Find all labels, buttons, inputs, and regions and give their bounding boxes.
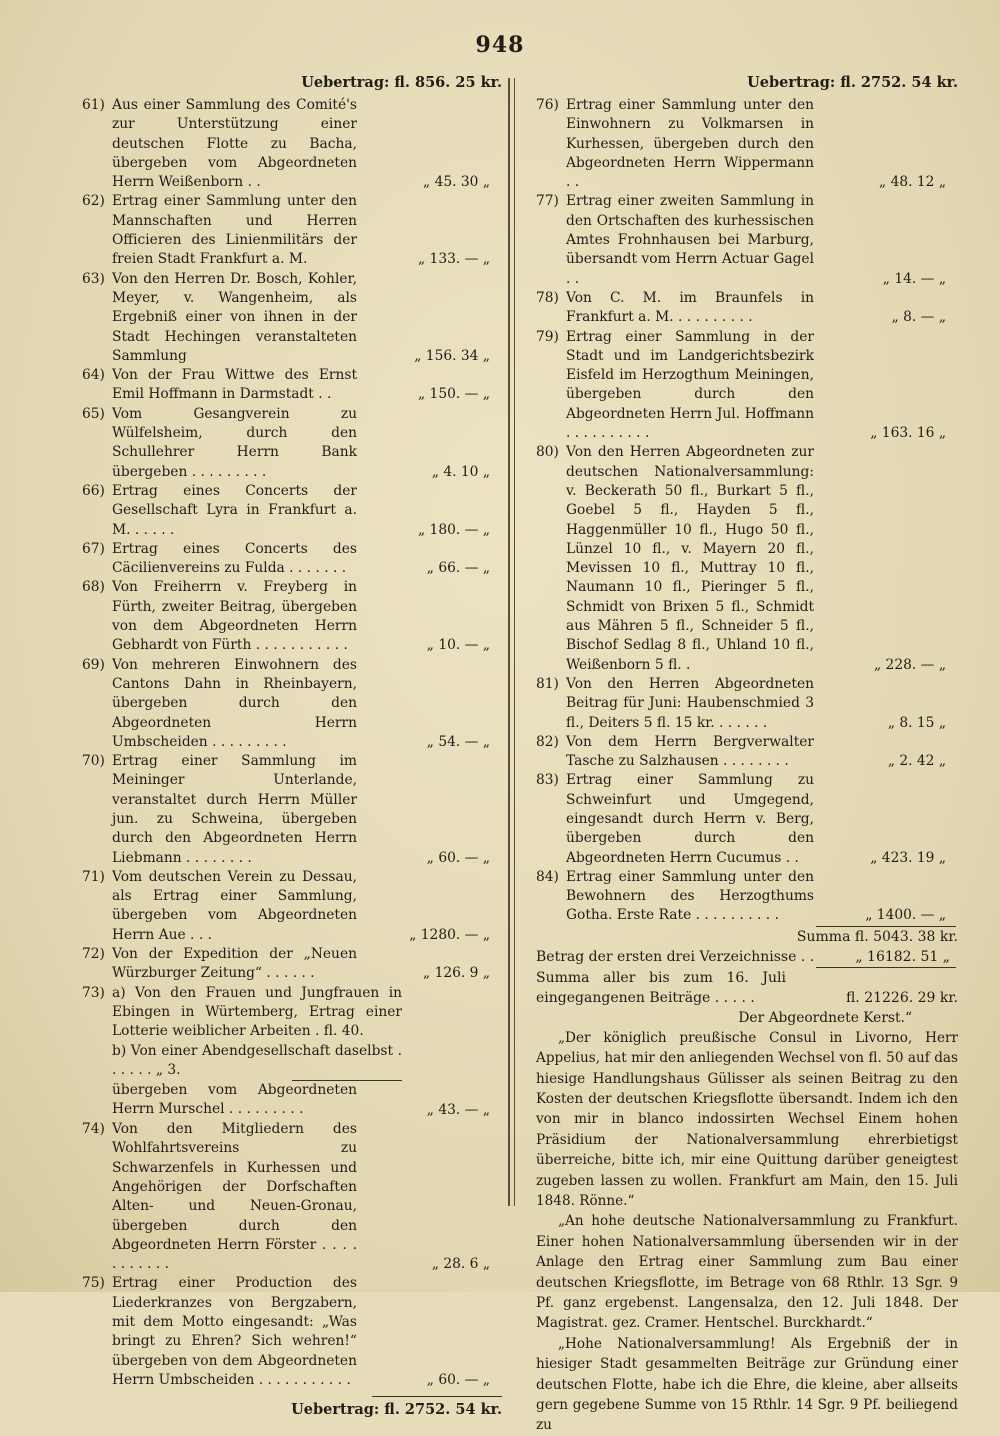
carry-rule [372, 1396, 502, 1397]
entry-number: 84) [536, 868, 559, 885]
entry-73-b: b) Von einer Abendgesellschaft daselbst . . . . . . „ 3. [112, 1042, 402, 1078]
grand-total-line [536, 968, 958, 1008]
entry-number: 74) [82, 1121, 105, 1138]
ledger-entry [82, 270, 502, 366]
entry-number: 73) [82, 984, 105, 1001]
entry-text: Ertrag einer Sammlung unter den Einwohnern zu Volkmarsen in Kurhessen, übergeben durch den Abgeordneten Herrn Wippermann . . [566, 97, 814, 191]
entry-amount: „ 14. — „ [882, 270, 946, 287]
carry-in-right: Uebertrag: fl. 2752. 54 kr. [747, 74, 958, 91]
letters [536, 1028, 958, 1436]
entry-number: 63) [82, 270, 105, 287]
ledger-entry [536, 192, 958, 288]
entry-amount: „ 150. — „ [418, 386, 490, 403]
right-column [536, 74, 958, 1436]
entry-text: Ertrag einer Sammlung zu Schweinfurt und Umgegend, eingesandt durch Herrn v. Berg, übergeben durch den Abgeordneten Herrn Cucumus . . [566, 772, 814, 866]
entry-text: Ertrag einer Sammlung unter den Bewohnern des Herzogthums Gotha. Erste Rate . . . . . . . . . . [566, 868, 814, 924]
letter-paragraph: „Hohe Nationalversammlung! Als Ergebniß der in hiesiger Stadt gesammelten Beiträge zur Gründung einer deutschen Flotte, habe ich die Ehre, die kleine, aber allseits gern gegebene Summe von 15 Rthlr. 14 Sgr. 9 Pf. beiliegend zu [536, 1335, 958, 1434]
entry-text: Von der Expedition der „Neuen Würzburger Zeitung“ . . . . . . [112, 946, 357, 982]
entry-amount: „ 66. — „ [426, 560, 490, 577]
ledger-entry [536, 771, 958, 867]
column-divider [508, 78, 510, 1206]
entry-73 [82, 984, 502, 1120]
entry-text: Ertrag eines Concerts der Gesellschaft Lyra in Frankfurt a. M. . . . . . [112, 482, 357, 538]
entry-number: 65) [82, 405, 105, 422]
letter-paragraph: „An hohe deutsche Nationalversammlung zu Frankfurt. Einer hohen Nationalversammlung übersenden wir in der Anlage den Ertrag einer Sammlung zum Bau einer deutschen Kriegsflotte, im Betrage von 68 Rthlr. 13 Sgr. 9 Pf. ganz ergebenst. Langensalza, den 12. Juli 1848. Der Magistrat. gez. Cramer. Hentschel. Burckhardt.“ [536, 1213, 958, 1332]
entry-text: Aus einer Sammlung des Comité's zur Unterstützung einer deutschen Flotte zu Bacha, übergeben vom Abgeordneten Herrn Weißenborn . . [112, 97, 357, 191]
entry-amount: „ 60. — „ [426, 1371, 490, 1388]
entry-amount: „ 60. — „ [426, 849, 490, 866]
entry-amount: „ 133. — „ [418, 251, 490, 268]
ledger-entry [82, 192, 502, 269]
entry-text: Von Freiherrn v. Freyberg in Fürth, zweiter Beitrag, übergeben von dem Abgeordneten Herrn Gebhardt von Fürth . . . . . . . . . . . [112, 579, 357, 654]
entry-text: Ertrag einer Sammlung unter den Mannschaften und Herren Officieren des Linienmilitärs der freien Stadt Frankfurt a. M. [112, 193, 357, 268]
entry-text: Ertrag eines Concerts des Cäcilienvereins zu Fulda . . . . . . . [112, 540, 357, 577]
grand-total-label: Summa aller bis zum 16. Juli eingegangenen Beiträge . . . . . [536, 969, 786, 1006]
entry-text: Von mehreren Einwohnern des Cantons Dahn in Rheinbayern, übergeben durch den Abgeordneten Herrn Umbscheiden . . . . . . . . . [112, 656, 357, 750]
entry-amount: „ 10. — „ [426, 637, 490, 654]
entry-amount: „ 4. 10 „ [431, 463, 490, 480]
entry-number: 82) [536, 733, 559, 750]
entry-number: 78) [536, 289, 559, 306]
entry-number: 68) [82, 579, 105, 596]
ledger-entry [536, 443, 958, 675]
ledger-entry [82, 366, 502, 405]
entry-amount: „ 1280. — „ [409, 926, 490, 943]
entry-number: 62) [82, 193, 105, 210]
ledger-entry [82, 482, 502, 540]
entry-number: 77) [536, 193, 559, 210]
entry-amount: „ 28. 6 „ [431, 1256, 490, 1273]
entry-number: 70) [82, 753, 105, 770]
column-divider-secondary [514, 78, 515, 1206]
entry-number: 72) [82, 946, 105, 963]
entry-number: 71) [82, 868, 105, 885]
ledger-entry [536, 675, 958, 733]
entry-amount: „ 228. — „ [874, 656, 946, 673]
entry-amount: „ 8. — „ [891, 309, 946, 326]
entry-number: 69) [82, 656, 105, 673]
ledger-entry [536, 733, 958, 772]
ledger-entry [536, 868, 958, 926]
ledger-entry [82, 405, 502, 482]
ledger-entry [82, 752, 502, 868]
entry-text: Ertrag einer zweiten Sammlung in den Ortschaften des kurhessischen Amtes Frohnhausen bei Marburg, übersandt vom Herrn Actuar Gagel . . [566, 193, 814, 287]
page-number: 948 [475, 32, 525, 58]
entry-text: Ertrag einer Sammlung im Meininger Unterlande, veranstaltet durch Herrn Müller jun. zu Schweina, übergeben durch den Abgeordneten Herrn Liebmann . . . . . . . . [112, 753, 357, 866]
letter-paragraph: „Der königlich preußische Consul in Livorno, Herr Appelius, hat mir den anliegenden Wechsel von fl. 50 auf das hiesige Handlungshaus Gülisser als seinen Beitrag zu den Kosten der deutschen Kriegsflotte übersandt. Indem ich den von mir in blanco indossirten Wechsel Einem hohen Präsidium der Nationalversammlung ehrerbietigst überreiche, bitte ich, mir eine Quittung darüber geneigtest zugeben lassen zu wollen. Frankfurt am Main, den 15. Juli 1848. Rönne.“ [536, 1029, 958, 1210]
entry-text: Von den Mitgliedern des Wohlfahrtsvereins zu Schwarzenfels in Kurhessen und Angehörigen der Dorfschaften Alten- und Neuen-Gronau, übergeben durch den Abgeordneten Herrn Förster . . . . . . . . . . . [112, 1121, 357, 1273]
entry-text: Von C. M. im Braunfels in Frankfurt a. M. . . . . . . . . . [566, 289, 814, 326]
entry-number: 67) [82, 540, 105, 557]
entry-amount: „ 126. 9 „ [423, 965, 490, 982]
ledger-entry [82, 96, 502, 192]
ledger-entry [82, 540, 502, 579]
ledger-entry [82, 656, 502, 752]
ledger-entry [82, 1120, 502, 1274]
previous-lists-label: Betrag der ersten drei Verzeichnisse . . [536, 948, 815, 965]
entry-amount: „ 1400. — „ [865, 907, 946, 924]
ledger-entry [536, 328, 958, 444]
entry-amount: „ 180. — „ [418, 521, 490, 538]
left-entries-continued [82, 1120, 502, 1390]
entry-text: Von der Frau Wittwe des Ernst Emil Hoffmann in Darmstadt . . [112, 367, 357, 403]
entry-73-a: a) Von den Frauen und Jungfrauen in Ebingen in Würtemberg, Ertrag einer Lotterie weiblicher Arbeiten . fl. 40. [112, 984, 402, 1040]
left-entries [82, 96, 502, 984]
entry-number: 80) [536, 444, 559, 461]
entry-text: Ertrag einer Production des Liederkranzes von Bergzabern, mit dem Motto eingesandt: „Was bringt zu Ehren? Sich wehren!“ übergeben von dem Abgeordneten Herrn Umbscheiden . . . . . . . . . . . [112, 1275, 357, 1388]
entry-amount: „ 163. 16 „ [870, 425, 946, 442]
previous-lists-line [536, 947, 958, 967]
entry-number: 66) [82, 482, 105, 499]
previous-lists-amount: „ 16182. 51 „ [855, 948, 950, 965]
entry-73-text: übergeben vom Abgeordneten Herrn Murschel . . . . . . . . . [112, 1082, 357, 1118]
entry-amount: „ 423. 19 „ [870, 849, 946, 866]
entry-amount: „ 54. — „ [426, 733, 490, 750]
entry-amount: „ 8. 15 „ [887, 714, 946, 731]
entry-text: Vom deutschen Verein zu Dessau, als Ertrag einer Sammlung, übergeben vom Abgeordneten Herrn Aue . . . [112, 868, 357, 943]
entry-text: Von den Herren Abgeordneten Beitrag für Juni: Haubenschmied 3 fl., Deiters 5 fl. 15 kr. . . . . . . [566, 675, 814, 731]
ledger-entry [82, 945, 502, 984]
entry-number: 61) [82, 97, 105, 113]
entry-amount: „ 156. 34 „ [414, 347, 490, 364]
entry-text: Von dem Herrn Bergverwalter Tasche zu Salzhausen . . . . . . . . [566, 733, 814, 770]
entry-amount: „ 45. 30 „ [423, 174, 490, 191]
ledger-entry [536, 289, 958, 328]
entry-number: 79) [536, 328, 559, 345]
entry-amount: „ 48. 12 „ [879, 174, 946, 191]
ledger-entry [82, 578, 502, 655]
entry-number: 83) [536, 772, 559, 789]
signature-kerst: Der Abgeordnete Kerst.“ [738, 1009, 912, 1026]
entry-73-amount: „ 43. — „ [426, 1101, 490, 1118]
left-column [82, 74, 502, 1423]
entry-text: Von den Herren Dr. Bosch, Kohler, Meyer, v. Wangenheim, als Ergebniß einer von ihnen in der Stadt Hechingen veranstalteten Sammlung [112, 270, 357, 364]
ledger-entry [82, 868, 502, 945]
entry-amount: „ 2. 42 „ [887, 753, 946, 770]
carry-in-left: Uebertrag: fl. 856. 25 kr. [301, 74, 502, 91]
entry-text: Ertrag einer Sammlung in der Stadt und im Landgerichtsbezirk Eisfeld im Herzogthum Meiningen, übergeben durch den Abgeordneten Herrn Jul. Hoffmann . . . . . . . . . . [566, 328, 814, 442]
entry-number: 64) [82, 367, 105, 384]
summa-line: Summa fl. 5043. 38 kr. [796, 928, 958, 945]
entry-number: 75) [82, 1275, 105, 1292]
entry-number: 76) [536, 97, 559, 113]
ledger-entry [536, 96, 958, 192]
carry-out-left: Uebertrag: fl. 2752. 54 kr. [291, 1401, 502, 1419]
entry-number: 81) [536, 675, 559, 692]
entry-text: Von den Herren Abgeordneten zur deutschen Nationalversammlung: v. Beckerath 50 fl., Burkart 5 fl., Goebel 5 fl., Hayden 5 fl., Haggenmüller 10 fl., Hugo 50 fl., Lünzel 10 fl., v. Mayern 20 fl., Mevissen 10 fl., Muttray 10 fl., Naumann 10 fl., Pieringer 5 fl., Schmidt von Brixen 5 fl., Schmidt aus Mähren 5 fl., Schneider 5 fl., Bischof Sedlag 8 fl., Uhland 10 fl., Weißenborn 5 fl. . [566, 444, 814, 673]
grand-total-amount: fl. 21226. 29 kr. [845, 989, 958, 1006]
right-entries [536, 96, 958, 926]
entry-text: Vom Gesangverein zu Wülfelsheim, durch den Schullehrer Herrn Bank übergeben . . . . . . . . . [112, 405, 357, 480]
